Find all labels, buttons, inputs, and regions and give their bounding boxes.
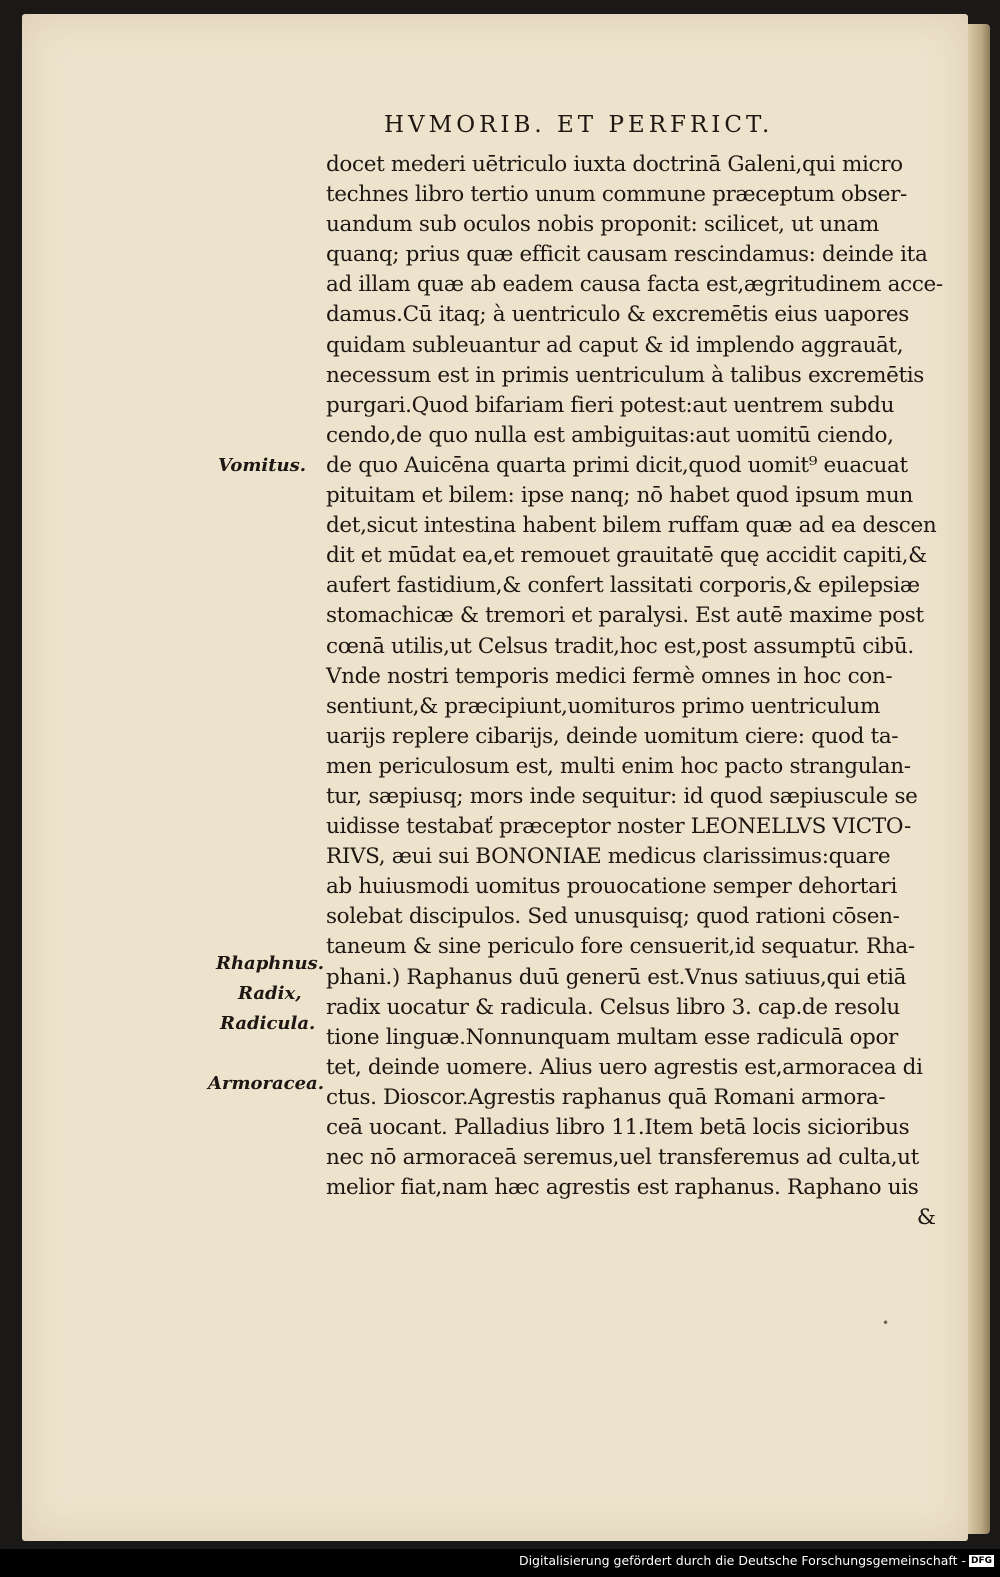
- catchword: &: [916, 1205, 936, 1231]
- text-line: uarijs replere cibarijs, deinde uomitum ciere: quod ta-: [326, 723, 899, 749]
- dfg-logo: DFG: [970, 1556, 992, 1566]
- text-line: Vnde nostri temporis medici fermè omnes in hoc con-: [326, 663, 893, 689]
- text-line: det,sicut intestina habent bilem ruffam quæ ad ea descen: [326, 513, 937, 539]
- marginal-note-radix: Radix,: [238, 983, 302, 1004]
- text-line: cendo,de quo nulla est ambiguitas:aut uomitū ciendo,: [326, 422, 894, 448]
- text-line: tet, deinde uomere. Alius uero agrestis est,armoracea di: [326, 1054, 923, 1080]
- text-line: RIVS, æui sui BONONIAE medicus clarissimus:quare: [326, 844, 891, 870]
- running-head: HVMORIB. ET PERFRICT.: [384, 112, 774, 138]
- text-line: quidam subleuantur ad caput & id implendo aggrauāt,: [326, 332, 904, 358]
- text-line: quanq; prius quæ efficit causam rescindamus: deinde ita: [326, 242, 928, 268]
- page-edge: [968, 24, 990, 1534]
- text-line: tur, sæpiusq; mors inde sequitur: id quod sæpiuscule se: [326, 783, 918, 809]
- marginal-note-rhaphnus: Rhaphnus.: [216, 953, 324, 974]
- text-line: melior fiat,nam hæc agrestis est raphanus. Raphano uis: [326, 1175, 919, 1201]
- text-line: taneum & sine periculo fore censuerit,id sequatur. Rha-: [326, 934, 915, 960]
- marginal-note-radicula: Radicula.: [220, 1013, 316, 1034]
- text-line: purgari.Quod bifariam fieri potest:aut uentrem subdu: [326, 392, 895, 418]
- text-line: pituitam et bilem: ipse nanq; nō habet quod ipsum mun: [326, 483, 913, 509]
- text-line: docet mederi uētriculo iuxta doctrinā Galeni,qui micro: [326, 152, 903, 177]
- footer-bar: [0, 1549, 1000, 1577]
- marginal-note-armoracea: Armoracea.: [208, 1073, 324, 1094]
- text-line: aufert fastidium,& confert lassitati corporis,& epilepsiæ: [326, 573, 920, 599]
- text-line: phani.) Raphanus duū generū est.Vnus satiuus,qui etiā: [326, 964, 907, 990]
- marginal-note-vomitus: Vomitus.: [218, 455, 307, 476]
- text-line: dit et mūdat ea,et remouet grauitatē quę accidit capiti,&: [326, 543, 927, 569]
- text-line: de quo Auicēna quarta primi dicit,quod uomit⁹ euacuat: [326, 452, 908, 478]
- text-line: uandum sub oculos nobis proponit: scilicet, ut unam: [326, 212, 879, 238]
- text-line: cœnā utilis,ut Celsus tradit,hoc est,post assumptū cibū.: [326, 633, 914, 659]
- text-line: ceā uocant. Palladius libro 11.Item betā locis sicioribus: [326, 1115, 910, 1140]
- paper-speck: •: [882, 1316, 890, 1330]
- text-line: men periculosum est, multi enim hoc pacto strangulan-: [326, 753, 911, 779]
- text-line: sentiunt,& præcipiunt,uomituros primo uentriculum: [326, 693, 881, 719]
- text-line: stomachicæ & tremori et paralysi. Est autē maxime post: [326, 603, 924, 629]
- text-line: solebat discipulos. Sed unusquisq; quod rationi cōsen-: [326, 904, 900, 930]
- text-line: ab huiusmodi uomitus prouocatione semper dehortari: [326, 874, 897, 900]
- text-line: tione linguæ.Nonnunquam multam esse radiculā opor: [326, 1024, 898, 1050]
- text-line: radix uocatur & radicula. Celsus libro 3. cap.de resolu: [326, 994, 900, 1020]
- text-line: ctus. Dioscor.Agrestis raphanus quā Romani armora-: [326, 1084, 886, 1110]
- text-line: nec nō armoraceā seremus,uel transferemus ad culta,ut: [326, 1145, 919, 1171]
- funding-notice: Digitalisierung gefördert durch die Deutsche Forschungsgemeinschaft -: [518, 1553, 966, 1568]
- text-line: damus.Cū itaq; à uentriculo & excremētis eius uapores: [326, 302, 909, 328]
- text-line: uidisse testabať præceptor noster LEONELLVS VICTO-: [326, 814, 911, 840]
- text-line: necessum est in primis uentriculum à talibus excremētis: [326, 362, 924, 388]
- body-text: [326, 150, 958, 1233]
- text-line: ad illam quæ ab eadem causa facta est,ægritudinem acce-: [326, 272, 943, 298]
- text-line: technes libro tertio unum commune præceptum obser-: [326, 182, 907, 208]
